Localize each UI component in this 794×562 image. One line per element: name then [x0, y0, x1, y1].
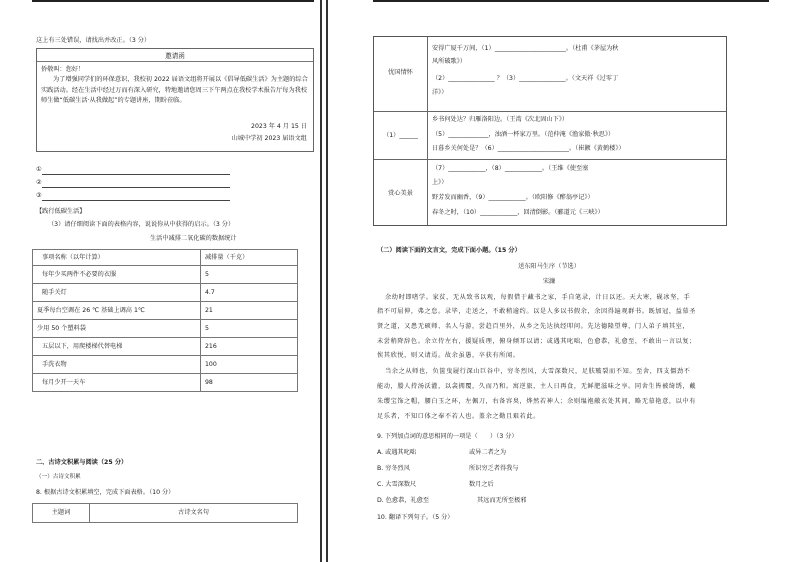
part2-title: 二、古诗文积累与阅读（25 分）: [36, 459, 128, 466]
intro-text: 这上有三处错误，请找出并改正。（3 分）: [36, 37, 151, 44]
invitation-box: [36, 48, 314, 152]
table-vertical-divider: [427, 37, 428, 225]
question-9: 9. 下列加点词的意思相同的一项是（ ）（3 分）: [377, 433, 518, 440]
right-column: [373, 0, 769, 562]
question-10: 10. 翻译下列句子。（5 分）: [377, 514, 454, 521]
table-caption: 生活中减排二氧化碳的数据统计: [150, 235, 237, 242]
column-divider-left: [320, 0, 322, 562]
answer-marker-1: ①: [36, 166, 42, 173]
poem-table: [32, 503, 298, 523]
answer-line-2[interactable]: [42, 187, 230, 188]
table-cell-item: 手洗衣物: [33, 356, 201, 374]
task-text: （3）请仔细阅读下面的表格内容，说说你从中获得的启示。（3 分）: [48, 221, 235, 228]
table-cell-amount: 5: [201, 266, 298, 284]
passage-line: 余幼时即嗜学。家贫，无从致书以观，每假借于藏书之家，手自笔录，计日以还。天大寒，砚冰坚，手: [385, 294, 691, 301]
table-row-divider: [374, 159, 726, 160]
table-row: [33, 266, 298, 284]
row2-line: 日暮乡关何处是？（6）_______________________。（崔颢《黄鹤楼》）: [432, 145, 625, 152]
question-8: 8. 根据古诗文积累填空，完成下面表格。（10 分）: [36, 489, 175, 496]
row-label-scenery: 赏心美景: [388, 190, 413, 197]
invitation-paragraph: 为了增强同学们的环保意识，我校初 2022 届语文组将开展以《倡导低碳生活》为主题的综合实践活动。经在生活中经过万而有深入研究，特地邀请您周三下午两点在我校学术报告厅每为我校师生做“低碳生活·从我做起”的专题讲座，期盼莅临。: [41, 76, 308, 104]
section-title: 【践行低碳生活】: [36, 208, 86, 215]
table-row: [33, 302, 298, 320]
row1-line: 洋》）: [432, 89, 448, 96]
reading-title: （二）阅读下面的文言文，完成下面小题。（15 分）: [377, 247, 521, 254]
row2-line: （5）_____________，浊酒一杯家万里。（范仲淹《渔家傲·秋思》）: [432, 131, 615, 138]
row2-line: 乡书何处达？归雁洛阳边。（王湾《次北固山下》）: [432, 116, 569, 123]
table-header-row: [33, 250, 298, 266]
row3-line: 野芳发而幽香，（9）____________。（欧阳修《醉翁亭记》）: [432, 194, 594, 201]
option-c-compare: 数月之后: [469, 481, 494, 488]
invitation-date: 2023 年 4 月 15 日: [251, 123, 307, 130]
option-b-compare: 所识穷乏者得我与: [469, 465, 519, 472]
table-header-amount: 减排量（千克）: [201, 250, 298, 266]
answer-marker-2: ②: [36, 179, 42, 186]
table-cell-item: 少用 50 个塑料袋: [33, 320, 201, 338]
table-row: [33, 320, 298, 338]
invitation-body: [41, 65, 309, 106]
invitation-greeting: 侨敬叫：您好！: [41, 66, 85, 73]
table-cell-item: 随手关灯: [33, 284, 201, 302]
table-cell-amount: 21: [201, 302, 298, 320]
row3-line: （7）____________，（8）____________。（王维《使至塞: [432, 165, 589, 172]
table-row: [33, 356, 298, 374]
table-cell-item: 夏季每台空调在 26 ℃ 基础上调高 1℃: [33, 302, 201, 320]
table-row-divider: [374, 111, 726, 112]
poem-header-lines: 古诗文名句: [90, 504, 298, 523]
passage-line: 贤之道，又患无硕师、名人与游，尝趋百里外，从乡之先达执经叩问。先达德隆望尊，门人弟子填其室，: [377, 323, 690, 330]
passage-line: 指不可屈伸，弗之怠。录毕，走送之，不敢稍逾约。以是人多以书假余，余因得遍观群书。既加冠，益慕圣: [377, 308, 697, 315]
table-cell-item: 五层以下，用爬楼梯代替电梯: [33, 338, 201, 356]
table-row: [33, 374, 298, 392]
text-author: 宋濂: [542, 278, 556, 285]
passage-line: 未尝稍降辞色。余立侍左右，援疑质理，俯身倾耳以请；或遇其叱咄，色愈恭，礼愈至，不敢出一言以复；: [377, 338, 697, 345]
row3-line: 春冬之时，（10）____________，回清倒影。（郦道元《三峡》）: [432, 209, 604, 216]
row1-line: 安得广厦千万间，（1）_______________________。（杜甫《茅屋为秋: [432, 45, 619, 52]
table-row: [33, 338, 298, 356]
option-a-compare: 或异二者之为: [469, 449, 507, 456]
poem-table-header-row: [33, 504, 298, 523]
row-label-blank: （1）______: [383, 132, 418, 139]
option-d[interactable]: D. 色愈恭，礼愈至: [377, 497, 430, 504]
answer-line-3[interactable]: [42, 200, 230, 201]
poem-header-theme: 主题词: [33, 504, 90, 523]
table-cell-item: 每年少买两件不必要的衣服: [33, 266, 201, 284]
table-cell-amount: 5: [201, 320, 298, 338]
row1-line: （2）_______________ ？（3）_______________。（文天祥《过零丁: [432, 75, 619, 82]
option-c[interactable]: C. 大雪深数尺: [377, 481, 417, 488]
table-cell-amount: 98: [201, 374, 298, 392]
left-column: [32, 0, 314, 562]
row3-line: 上》）: [432, 179, 448, 186]
invitation-signature: 山城中学初 2023 届语文组: [231, 135, 307, 142]
text-title: 送东阳马生序（节选）: [518, 263, 580, 270]
table-header-item: 事项名称（以年计算）: [33, 250, 201, 266]
poem-fill-table: [373, 36, 727, 226]
option-d-compare: 其远而无所至极邪: [477, 497, 527, 504]
passage-line: 俟其欣悦，则又请焉。故余虽愚，卒获有所闻。: [377, 352, 520, 359]
invitation-title: 邀请函: [165, 52, 185, 60]
passage-line: 当余之从师也，负箧曳屣行深山巨谷中，穷冬烈风，大雪深数尺，足肤皲裂而不知。至舍，四支僵劲不: [385, 368, 691, 375]
passage-line: 能动，媵人持汤沃灌，以衾拥覆，久而乃和。寓逆旅，主人日再食，无鲜肥滋味之享。同舍生皆被绮绣，戴: [377, 383, 697, 390]
passage-line: 足乐者，不知口体之奉不若人也。盖余之勤且艰若此。: [377, 413, 540, 420]
table-cell-amount: 216: [201, 338, 298, 356]
row1-line: 风所破歌》）: [432, 58, 467, 65]
passage-line: 朱缨宝饰之帽，腰白玉之环，左佩刀，右备容臭，烨然若神人；余则缊袍敝衣处其间，略无慕艳意，以中有: [377, 398, 697, 405]
table-cell-amount: 4.7: [201, 284, 298, 302]
table-cell-item: 每月少开一天车: [33, 374, 201, 392]
table-cell-amount: 100: [201, 356, 298, 374]
column-divider-right: [326, 0, 328, 562]
option-b[interactable]: B. 穷冬烈风: [377, 465, 410, 472]
answer-line-1[interactable]: [42, 174, 230, 175]
row-label-patriotism: 忧国情怀: [388, 69, 413, 76]
emission-table: [32, 249, 298, 392]
answer-marker-3: ③: [36, 192, 42, 199]
invitation-divider: [37, 61, 313, 62]
part2-subtitle: （一）古诗文积累: [36, 474, 81, 480]
option-a[interactable]: A. 或遇其叱咄: [377, 449, 416, 456]
table-row: [33, 284, 298, 302]
